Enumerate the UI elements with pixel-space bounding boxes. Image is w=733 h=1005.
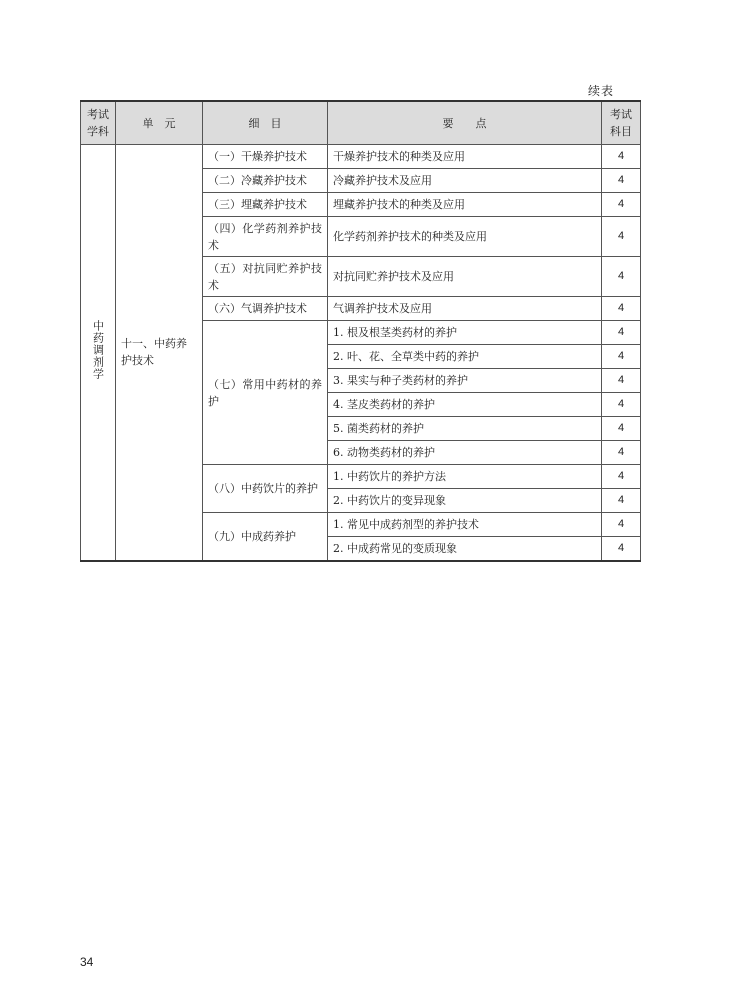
point-cell: 5. 菌类药材的养护 [328, 417, 602, 441]
point-cell: 1. 根及根茎类药材的养护 [328, 321, 602, 345]
exam-subject-cell: 4 [602, 417, 641, 441]
detail-cell: （八）中药饮片的养护 [203, 465, 328, 513]
point-cell: 1. 常见中成药剂型的养护技术 [328, 513, 602, 537]
point-cell: 气调养护技术及应用 [328, 297, 602, 321]
point-cell: 1. 中药饮片的养护方法 [328, 465, 602, 489]
exam-subject-cell: 4 [602, 513, 641, 537]
detail-cell: （四）化学药剂养护技术 [203, 217, 328, 257]
detail-cell: （六）气调养护技术 [203, 297, 328, 321]
unit-cell [116, 145, 203, 561]
header-subject: 考试学科 [81, 101, 116, 145]
point-cell: 干燥养护技术的种类及应用 [328, 145, 602, 169]
point-cell: 冷藏养护技术及应用 [328, 169, 602, 193]
exam-subject-cell: 4 [602, 193, 641, 217]
exam-subject-cell: 4 [602, 257, 641, 297]
subject-cell [81, 145, 116, 561]
detail-cell: （一）干燥养护技术 [203, 145, 328, 169]
exam-subject-cell: 4 [602, 393, 641, 417]
point-cell: 对抗同贮养护技术及应用 [328, 257, 602, 297]
exam-subject-cell: 4 [602, 537, 641, 561]
exam-subject-cell: 4 [602, 217, 641, 257]
point-cell: 2. 中药饮片的变异现象 [328, 489, 602, 513]
header-exam-subject: 考试科目 [602, 101, 641, 145]
exam-subject-cell: 4 [602, 465, 641, 489]
point-cell: 2. 叶、花、全草类中药的养护 [328, 345, 602, 369]
point-cell: 化学药剂养护技术的种类及应用 [328, 217, 602, 257]
point-cell: 4. 茎皮类药材的养护 [328, 393, 602, 417]
page-number: 34 [80, 955, 94, 969]
exam-subject-cell: 4 [602, 369, 641, 393]
exam-subject-cell: 4 [602, 321, 641, 345]
detail-cell: （二）冷藏养护技术 [203, 169, 328, 193]
header-detail: 细 目 [203, 101, 328, 145]
header-unit: 单 元 [116, 101, 203, 145]
exam-subject-cell: 4 [602, 441, 641, 465]
continued-label: 续表 [588, 84, 615, 98]
detail-cell: （三）埋藏养护技术 [203, 193, 328, 217]
exam-outline-table [80, 100, 641, 562]
table-row [81, 145, 641, 169]
unit-text: 十一、中药养护技术 [121, 337, 187, 368]
detail-cell: （七）常用中药材的养护 [203, 321, 328, 465]
detail-cell: （九）中成药养护 [203, 513, 328, 561]
point-cell: 3. 果实与种子类药材的养护 [328, 369, 602, 393]
point-cell: 埋藏养护技术的种类及应用 [328, 193, 602, 217]
exam-subject-cell: 4 [602, 169, 641, 193]
point-cell: 2. 中成药常见的变质现象 [328, 537, 602, 561]
subject-text: 中药调剂学 [91, 319, 105, 380]
exam-subject-cell: 4 [602, 145, 641, 169]
exam-subject-cell: 4 [602, 297, 641, 321]
exam-subject-cell: 4 [602, 489, 641, 513]
exam-subject-cell: 4 [602, 345, 641, 369]
point-cell: 6. 动物类药材的养护 [328, 441, 602, 465]
header-points: 要 点 [328, 101, 602, 145]
detail-cell: （五）对抗同贮养护技术 [203, 257, 328, 297]
